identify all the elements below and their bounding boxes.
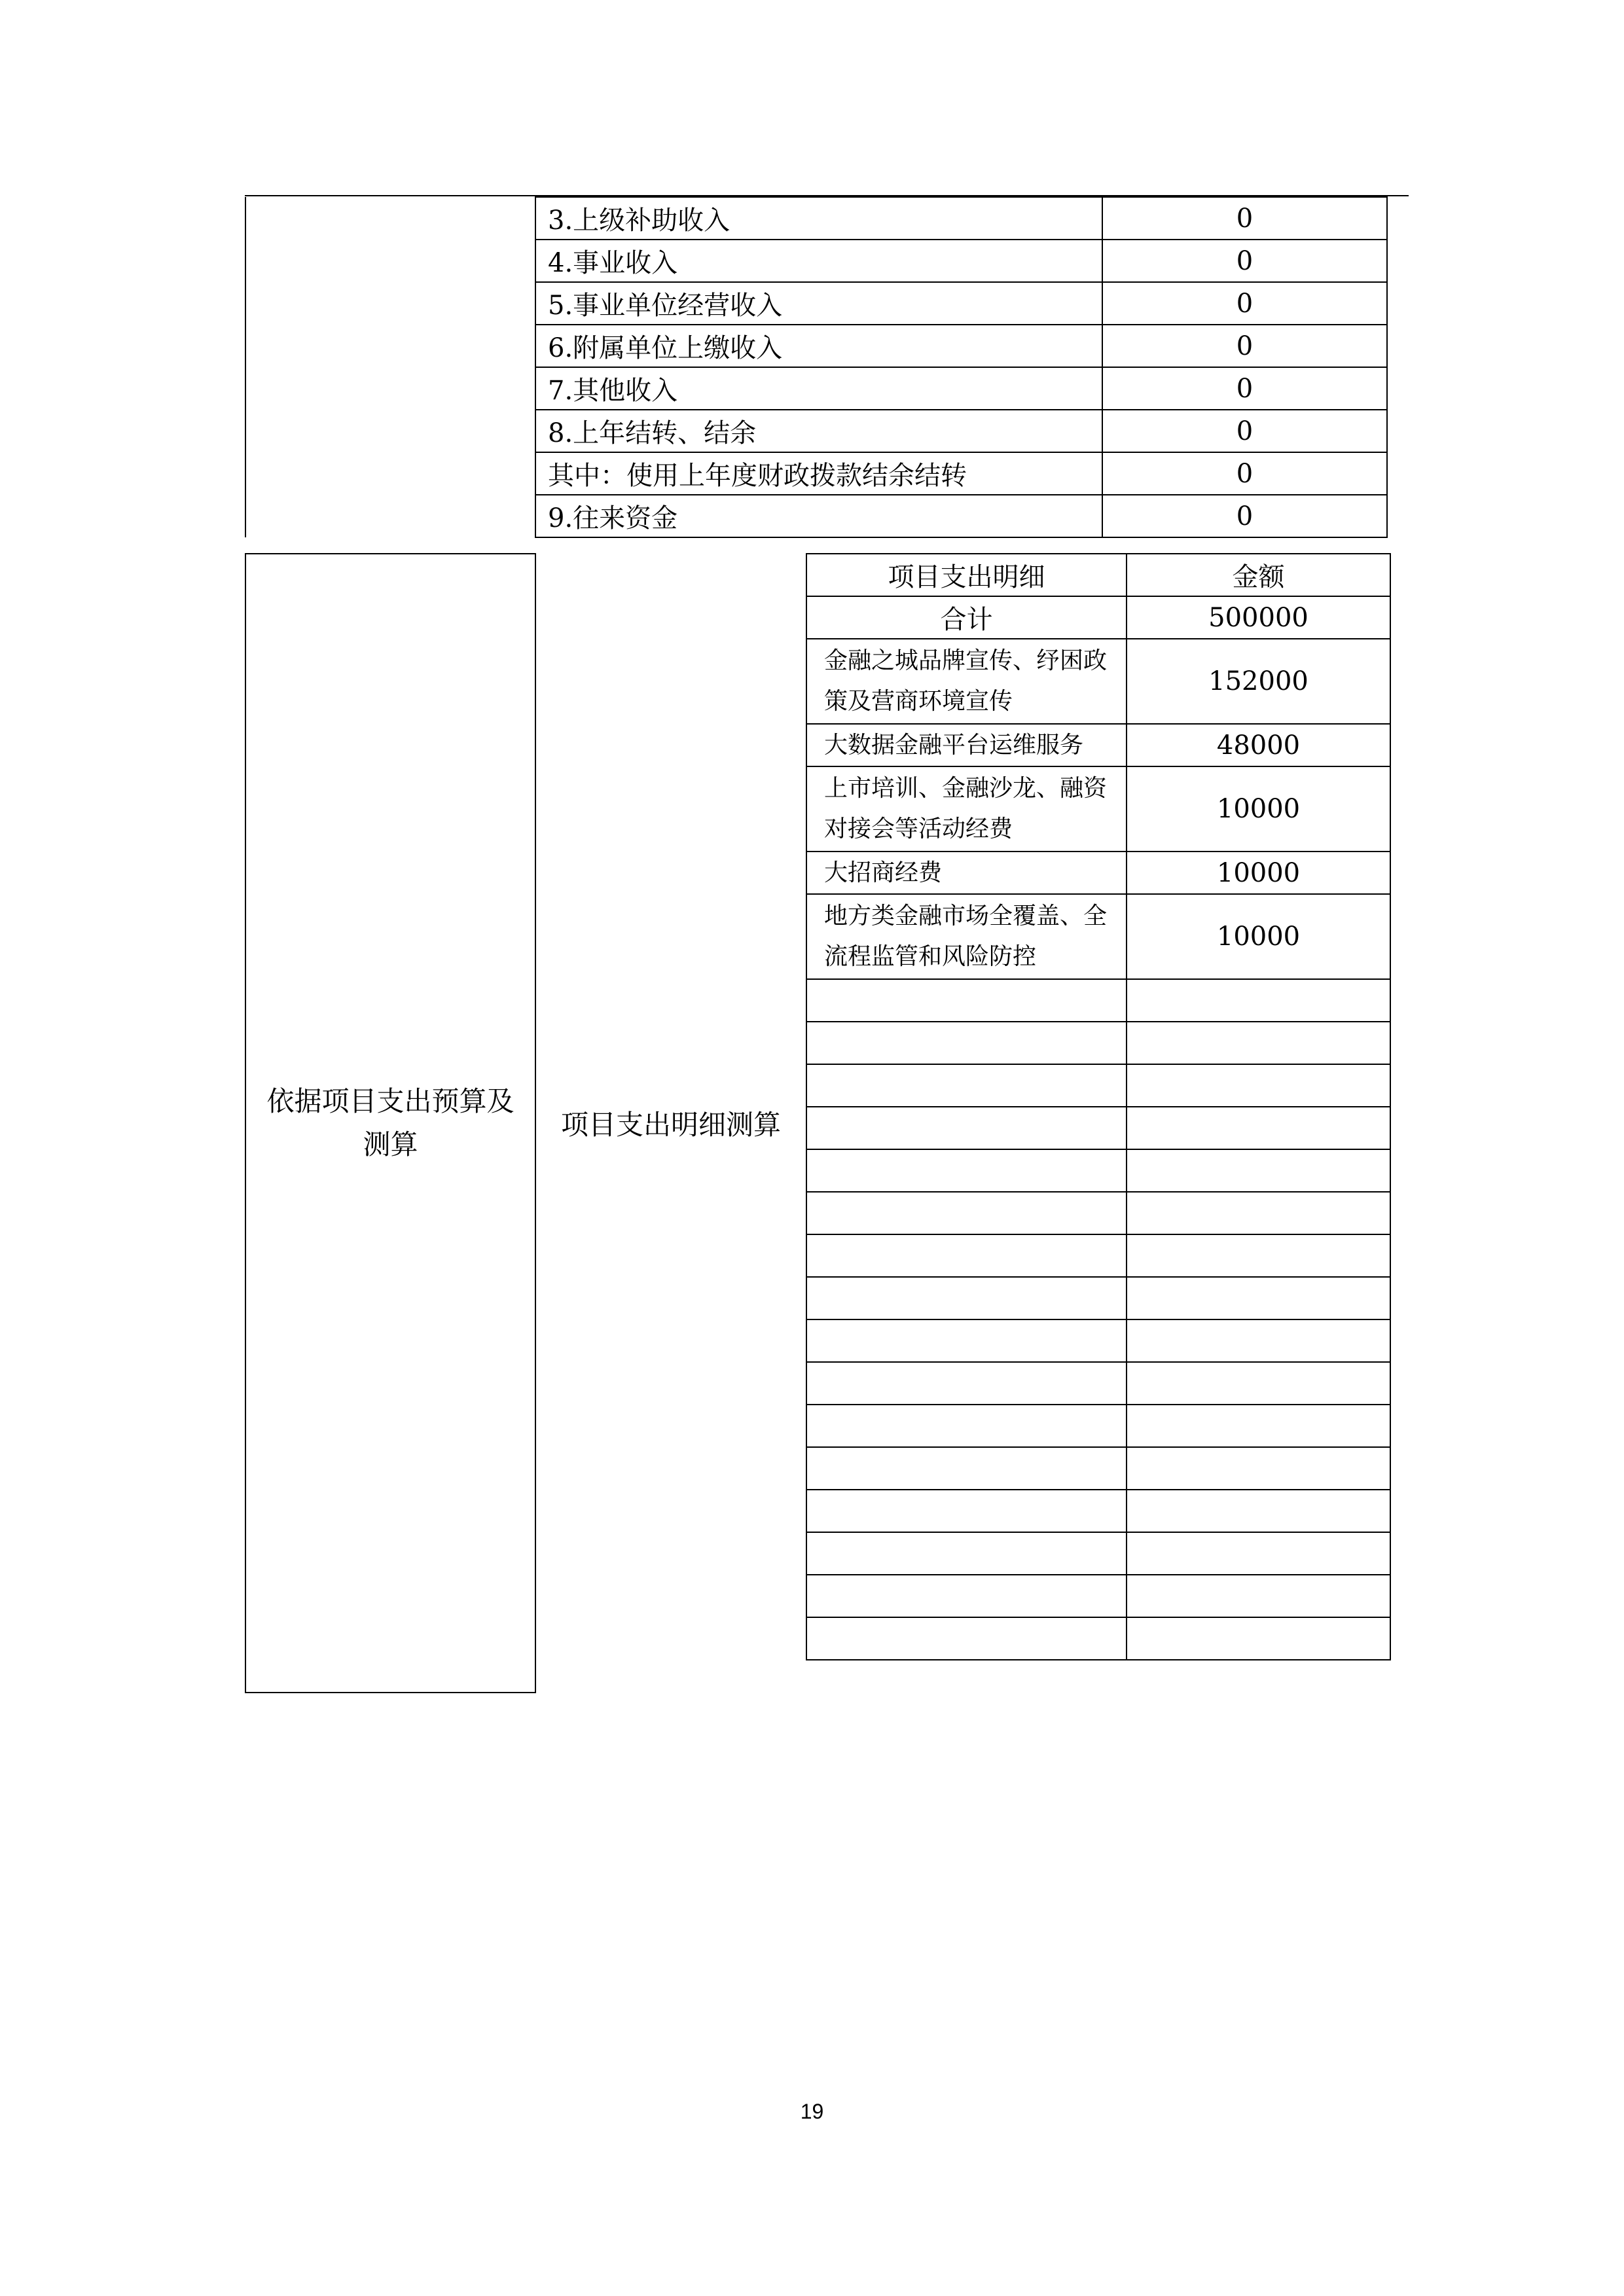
- detail-row: [806, 639, 1390, 724]
- empty-cell: [1127, 1362, 1390, 1405]
- empty-cell: [1127, 1149, 1390, 1192]
- empty-cell: [1127, 979, 1390, 1022]
- blank-cell: [245, 495, 535, 537]
- empty-cell: [1127, 1617, 1390, 1660]
- table-row: [245, 325, 1387, 367]
- section-label: 依据项目支出预算及测算: [266, 1085, 514, 1160]
- income-value: 0: [1102, 240, 1387, 282]
- empty-cell: [1127, 1405, 1390, 1447]
- section-label-cell: [245, 553, 535, 1693]
- section-sub-label: 项目支出明细测算: [560, 1109, 781, 1141]
- blank-cell: [245, 197, 535, 240]
- table-row: [245, 240, 1387, 282]
- income-value: 0: [1102, 452, 1387, 495]
- empty-row: [806, 1319, 1390, 1362]
- blank-cell: [245, 325, 535, 367]
- detail-item: 大招商经费: [806, 852, 1127, 894]
- detail-header-row: [806, 554, 1390, 596]
- detail-row: [806, 724, 1390, 766]
- empty-row: [806, 1362, 1390, 1405]
- empty-row: [806, 1532, 1390, 1575]
- income-label: 5.事业单位经营收入: [535, 282, 1102, 325]
- income-value: 0: [1102, 197, 1387, 240]
- empty-cell: [1127, 1490, 1390, 1532]
- income-value: 0: [1102, 282, 1387, 325]
- empty-cell: [806, 1319, 1127, 1362]
- table-row: [245, 282, 1387, 325]
- empty-cell: [1127, 1234, 1390, 1277]
- empty-row: [806, 1107, 1390, 1149]
- empty-cell: [806, 1022, 1127, 1064]
- income-label: 4.事业收入: [535, 240, 1102, 282]
- section-sub-label-cell: [535, 553, 806, 1693]
- detail-item: 大数据金融平台运维服务: [806, 724, 1127, 766]
- table-row: [245, 367, 1387, 410]
- empty-cell: [806, 1149, 1127, 1192]
- empty-cell: [806, 1362, 1127, 1405]
- empty-row: [806, 1447, 1390, 1490]
- detail-table: [806, 553, 1391, 1660]
- empty-cell: [806, 1447, 1127, 1490]
- empty-cell: [806, 1532, 1127, 1575]
- income-label: 9.往来资金: [535, 495, 1102, 537]
- income-label: 其中：使用上年度财政拨款结余结转: [535, 452, 1102, 495]
- empty-row: [806, 1022, 1390, 1064]
- income-value: 0: [1102, 495, 1387, 537]
- detail-row: [806, 852, 1390, 894]
- blank-cell: [245, 452, 535, 495]
- empty-row: [806, 1192, 1390, 1234]
- table-row: [245, 197, 1387, 240]
- table-row: [245, 495, 1387, 537]
- detail-item: 上市培训、金融沙龙、融资对接会等活动经费: [806, 766, 1127, 852]
- empty-cell: [1127, 1277, 1390, 1319]
- empty-cell: [806, 1405, 1127, 1447]
- income-value: 0: [1102, 410, 1387, 452]
- empty-row: [806, 1575, 1390, 1617]
- empty-row: [806, 1234, 1390, 1277]
- income-label: 3.上级补助收入: [535, 197, 1102, 240]
- table-row: [245, 410, 1387, 452]
- total-label: 合计: [806, 596, 1127, 639]
- detail-amount: 152000: [1127, 639, 1390, 724]
- income-value: 0: [1102, 367, 1387, 410]
- empty-row: [806, 1149, 1390, 1192]
- empty-cell: [806, 1064, 1127, 1107]
- empty-cell: [806, 1575, 1127, 1617]
- total-amount: 500000: [1127, 596, 1390, 639]
- empty-row: [806, 1617, 1390, 1660]
- detail-amount: 10000: [1127, 894, 1390, 979]
- empty-row: [806, 979, 1390, 1022]
- blank-cell: [245, 240, 535, 282]
- detail-row: [806, 894, 1390, 979]
- empty-cell: [1127, 1022, 1390, 1064]
- empty-cell: [1127, 1107, 1390, 1149]
- detail-item: 地方类金融市场全覆盖、全流程监管和风险防控: [806, 894, 1127, 979]
- detail-row: [806, 766, 1390, 852]
- income-value: 0: [1102, 325, 1387, 367]
- empty-cell: [1127, 1192, 1390, 1234]
- blank-cell: [245, 282, 535, 325]
- empty-row: [806, 1405, 1390, 1447]
- detail-amount: 10000: [1127, 852, 1390, 894]
- income-label: 7.其他收入: [535, 367, 1102, 410]
- empty-row: [806, 1490, 1390, 1532]
- income-label: 8.上年结转、结余: [535, 410, 1102, 452]
- empty-cell: [1127, 1447, 1390, 1490]
- empty-cell: [806, 979, 1127, 1022]
- empty-cell: [806, 1277, 1127, 1319]
- header-amount: 金额: [1127, 554, 1390, 596]
- detail-total-row: [806, 596, 1390, 639]
- empty-cell: [1127, 1064, 1390, 1107]
- detail-amount: 48000: [1127, 724, 1390, 766]
- table-row: [245, 452, 1387, 495]
- detail-item: 金融之城品牌宣传、纾困政策及营商环境宣传: [806, 639, 1127, 724]
- blank-cell: [245, 367, 535, 410]
- empty-cell: [806, 1234, 1127, 1277]
- empty-cell: [806, 1490, 1127, 1532]
- detail-amount: 10000: [1127, 766, 1390, 852]
- empty-cell: [806, 1107, 1127, 1149]
- blank-cell: [245, 410, 535, 452]
- empty-cell: [806, 1617, 1127, 1660]
- header-item: 项目支出明细: [806, 554, 1127, 596]
- empty-row: [806, 1064, 1390, 1107]
- page-number: 19: [800, 2100, 824, 2123]
- empty-cell: [1127, 1532, 1390, 1575]
- empty-cell: [806, 1192, 1127, 1234]
- empty-cell: [1127, 1319, 1390, 1362]
- income-label: 6.附属单位上缴收入: [535, 325, 1102, 367]
- income-table: [245, 196, 1388, 538]
- empty-cell: [1127, 1575, 1390, 1617]
- empty-row: [806, 1277, 1390, 1319]
